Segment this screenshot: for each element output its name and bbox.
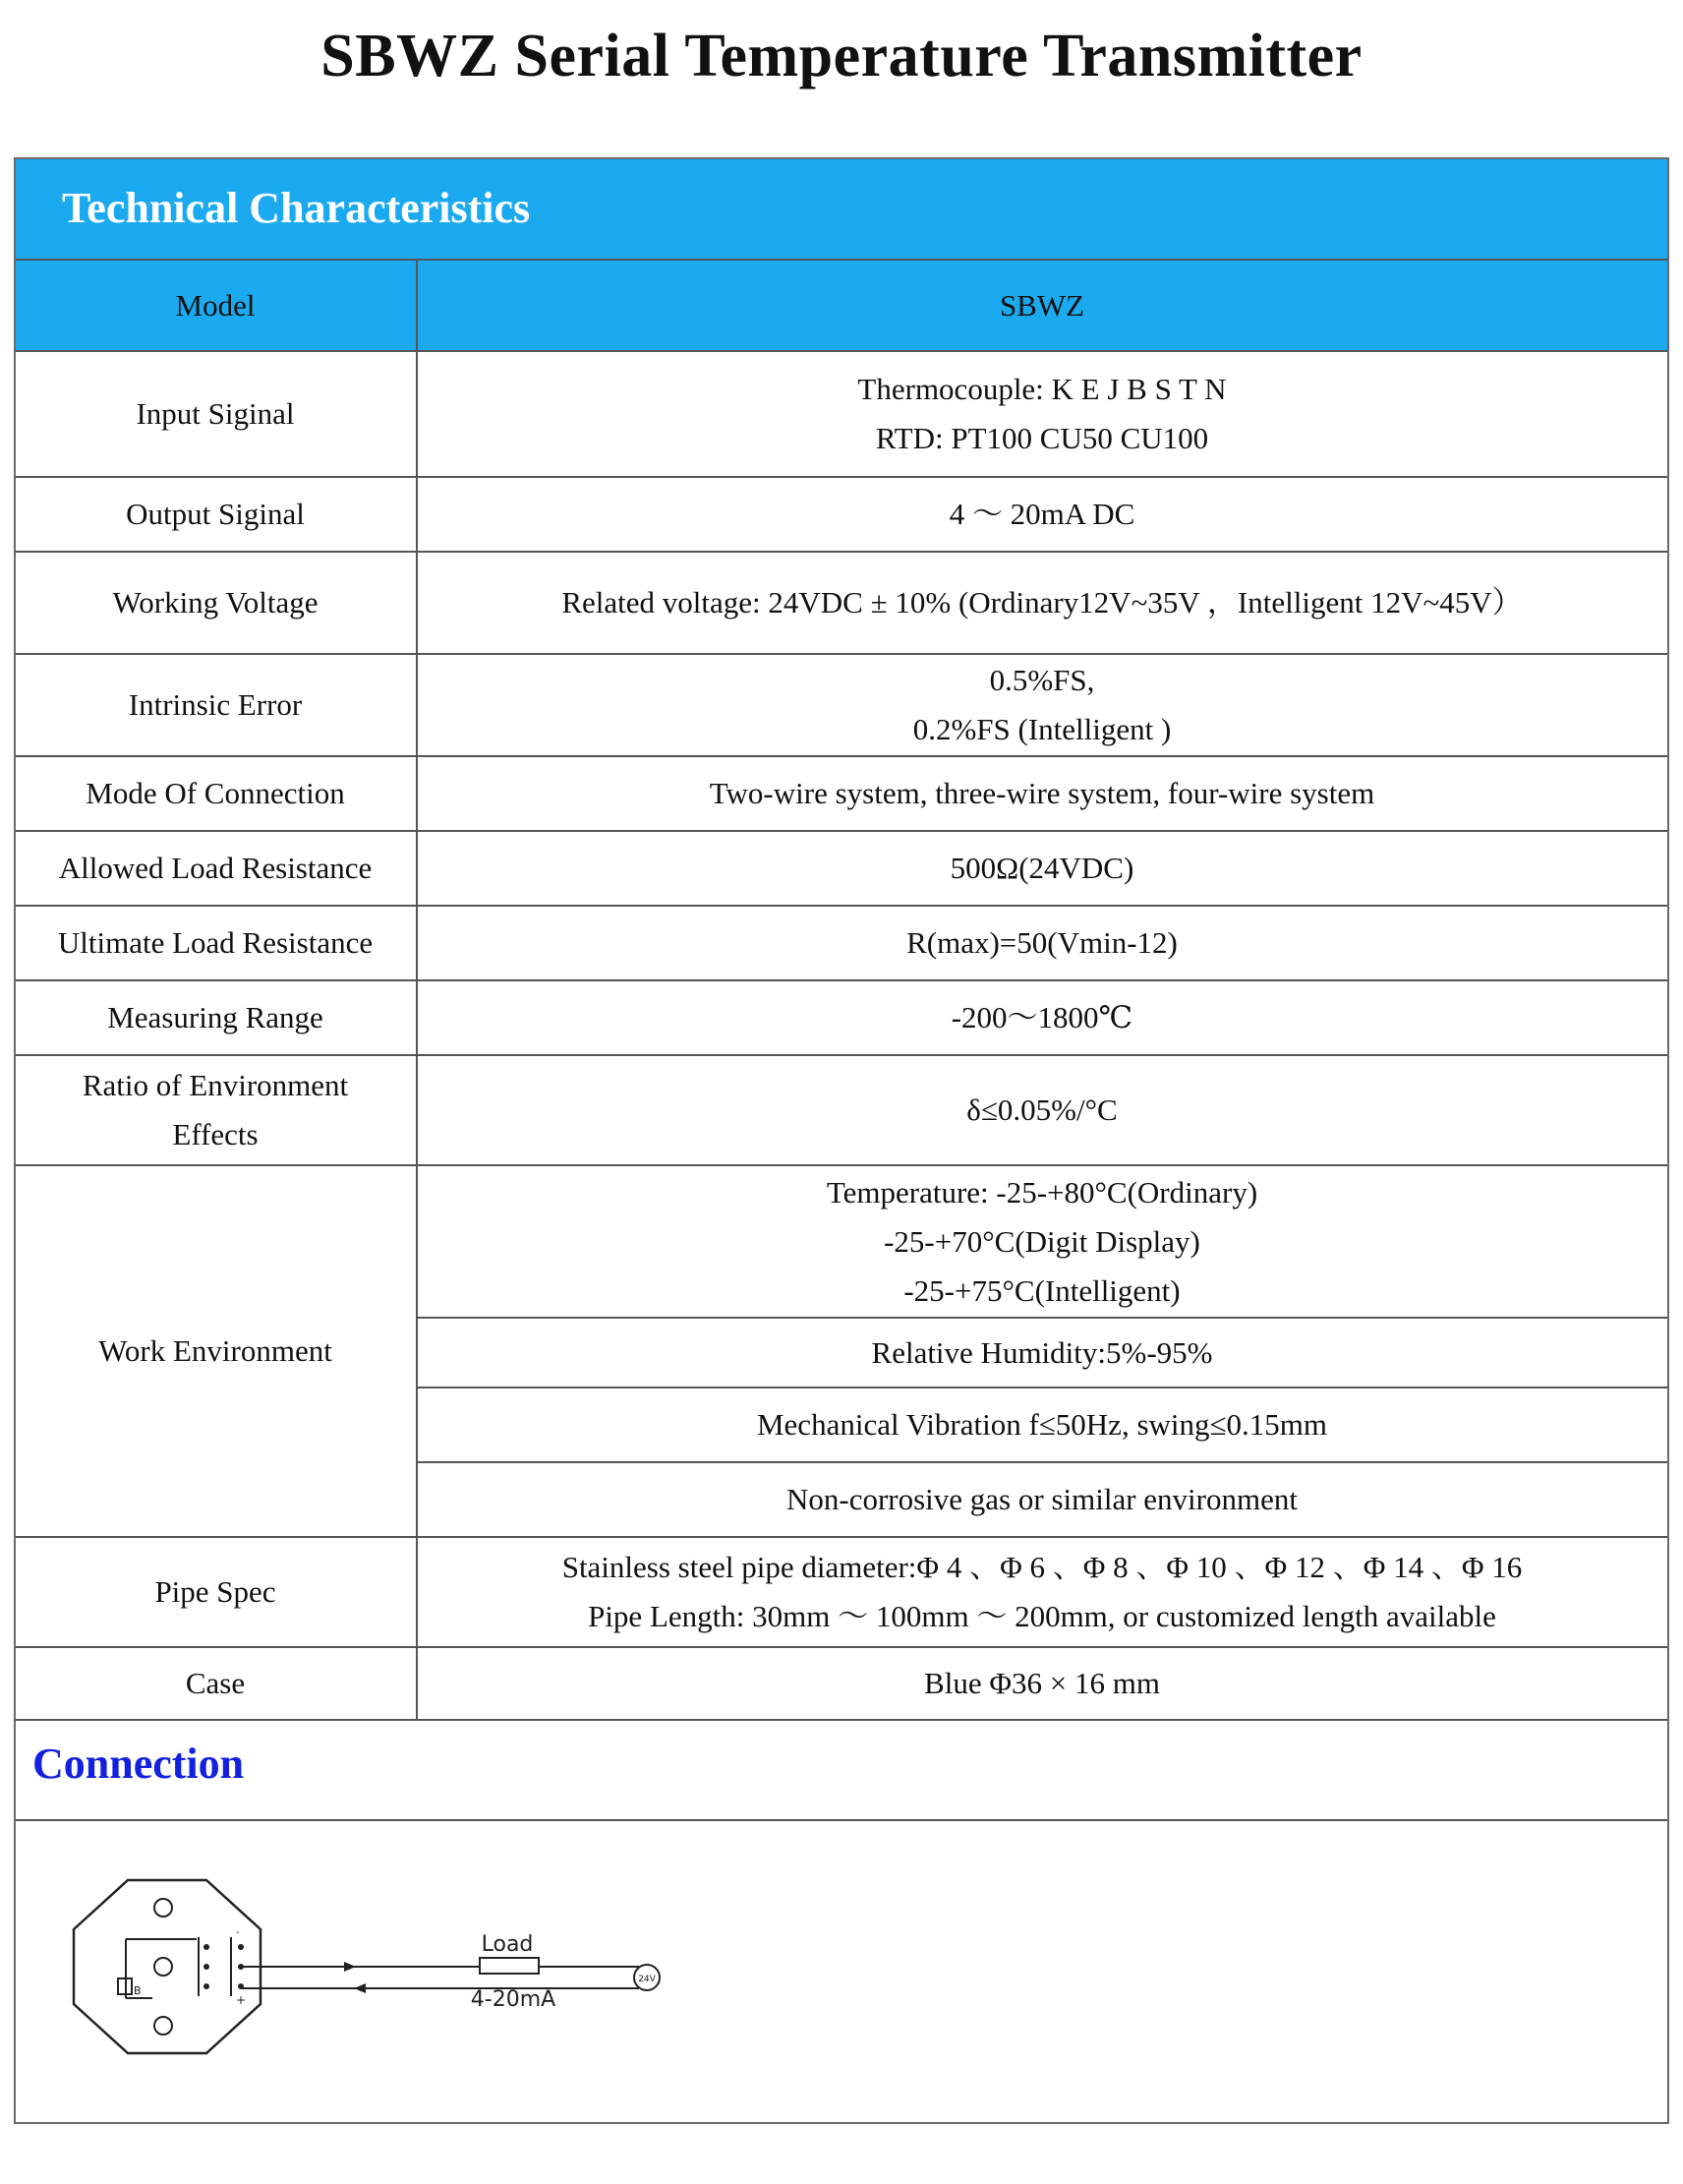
svg-text:-: -: [236, 1927, 240, 1938]
connection-mode-label: Mode Of Connection: [86, 776, 345, 810]
environment-gas: Non-corrosive gas or similar environment: [786, 1482, 1298, 1516]
wiring-diagram: [59, 1868, 688, 2065]
ultimate-load-value: R(max)=50(Vmin-12): [906, 925, 1178, 960]
ultimate-load-label: Ultimate Load Resistance: [57, 925, 374, 960]
allowed-load-label: Allowed Load Resistance: [58, 851, 373, 885]
case-label: Case: [185, 1666, 246, 1700]
environment-vibration: Mechanical Vibration f≤50Hz, swing≤0.15mm: [756, 1407, 1327, 1442]
intrinsic-error-label: Intrinsic Error: [128, 687, 303, 722]
pipe-spec-label: Pipe Spec: [154, 1574, 276, 1609]
load-resistor: [480, 1958, 539, 1974]
mounting-hole-top: [154, 1899, 172, 1917]
pipe-spec-value: Stainless steel pipe diameter:Φ 4 、Φ 6 、Φ 8 、Φ 10 、Φ 12 、Φ 14 、Φ 16 Pipe Length: 30mm ～ 100mm ～ 200mm, or customized length available: [561, 1550, 1523, 1633]
environment-humidity: Relative Humidity:5%-95%: [871, 1334, 1213, 1370]
working-voltage-value: Related voltage: 24VDC ± 10% (Ordinary12V~35V ，Intelligent 12V~45V）: [561, 585, 1523, 620]
working-voltage-label: Working Voltage: [112, 585, 319, 620]
case-value: Blue Φ36 × 16 mm: [924, 1666, 1160, 1700]
connection-mode-value: Two-wire system, three-wire system, four-wire system: [709, 776, 1375, 810]
arrow-right-icon: [344, 1962, 356, 1972]
output-signal-label: Output Siginal: [126, 497, 305, 531]
page-title: SBWZ Serial Temperature Transmitter: [320, 23, 1363, 89]
arrow-left-icon: [354, 1983, 366, 1993]
input-signal-label: Input Siginal: [136, 396, 295, 431]
svg-text:B: B: [134, 1984, 142, 1997]
connection-heading: Connection: [32, 1740, 245, 1788]
svg-text:+: +: [236, 1993, 247, 2007]
transmitter-head-outline: [74, 1880, 261, 2053]
model-label: Model: [175, 287, 256, 323]
measuring-range-value: -200～1800℃: [951, 1000, 1133, 1034]
output-signal-value: 4 ～ 20mA DC: [949, 497, 1135, 531]
current-label: 4-20mA: [470, 1987, 556, 2012]
environment-effects-label: Ratio of Environment Effects: [82, 1068, 349, 1151]
intrinsic-error-value: 0.5%FS, 0.2%FS (Intelligent ): [912, 663, 1172, 746]
environment-effects-value: δ≤0.05%/°C: [966, 1092, 1118, 1127]
work-environment-label: Work Environment: [98, 1333, 332, 1368]
mounting-hole-bottom: [154, 2017, 172, 2035]
center-terminal: [154, 1958, 172, 1976]
measuring-range-label: Measuring Range: [107, 1000, 323, 1034]
supply-label: 24V: [638, 1975, 656, 1984]
environment-temperature: Temperature: -25-+80°C(Ordinary) -25-+70°C(Digit Display) -25-+75°C(Intelligent): [826, 1174, 1258, 1308]
input-signal-value: Thermocouple: K E J B S T N RTD: PT100 CU50 CU100: [857, 372, 1227, 455]
allowed-load-value: 500Ω(24VDC): [950, 851, 1134, 885]
model-value: SBWZ: [999, 287, 1085, 323]
load-label: Load: [481, 1932, 534, 1957]
section-header: Technical Characteristics: [62, 184, 531, 232]
